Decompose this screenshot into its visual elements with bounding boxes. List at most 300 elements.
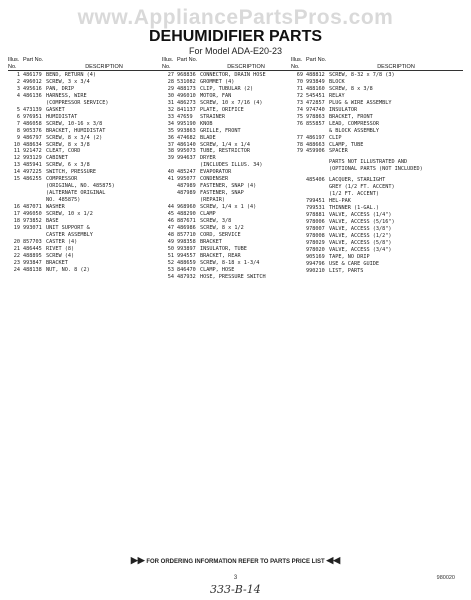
part-number: 486986 <box>177 224 196 231</box>
illus-number: 32 <box>167 106 174 113</box>
part-number: 978020 <box>306 246 325 253</box>
part-row <box>8 114 162 121</box>
part-description: UNIT SUPPORT & <box>46 224 90 231</box>
illus-number: 72 <box>296 92 303 99</box>
part-row <box>8 100 162 107</box>
header-description: DESCRIPTION <box>377 63 415 70</box>
part-row <box>291 114 463 121</box>
part-number <box>306 191 329 198</box>
part-description: GRILLE, FRONT <box>200 127 241 134</box>
part-number: 545451 <box>306 92 325 99</box>
part-description: BRACKET <box>46 259 68 266</box>
parts-column-2 <box>162 57 292 281</box>
part-row <box>8 86 162 93</box>
part-description: RIVET (8) <box>46 245 75 252</box>
part-number: 488659 <box>177 259 196 266</box>
part-number: 486058 <box>23 120 42 127</box>
footer-text: FOR ORDERING INFORMATION REFER TO PARTS PRICE LIST <box>146 559 325 565</box>
handwritten-note: 333-B-14 <box>210 583 261 596</box>
part-description: FASTENER, SNAP (4) <box>200 183 257 190</box>
part-row <box>291 107 463 114</box>
part-row <box>162 176 292 183</box>
illus-number: 38 <box>167 148 174 155</box>
part-row <box>162 232 292 239</box>
part-row <box>162 246 292 253</box>
part-number: 973852 <box>23 218 42 225</box>
part-description: USE & CARE GUIDE <box>329 260 379 267</box>
illus-number: 79 <box>296 148 303 155</box>
part-row <box>8 79 162 86</box>
part-number <box>306 128 329 135</box>
part-number: 993849 <box>306 78 325 85</box>
illus-number <box>291 177 306 184</box>
illus-number: 69 <box>296 72 303 78</box>
page-number: 3 <box>233 575 238 581</box>
illus-number: 74 <box>296 106 303 113</box>
part-description: RELAY <box>329 92 345 99</box>
part-row <box>8 135 162 142</box>
part-description: BRACKET, REAR <box>200 252 241 259</box>
part-row <box>291 166 463 173</box>
part-row <box>162 162 292 169</box>
illus-number: 37 <box>167 141 174 148</box>
part-row <box>291 72 463 79</box>
part-description: SCREW, 8-18 x 1-3/4 <box>200 259 260 266</box>
header-illus: Illus. No. <box>291 57 303 70</box>
part-description: STRAINER <box>200 113 225 120</box>
parts-column-1 <box>8 57 162 274</box>
part-number: 496010 <box>177 92 196 99</box>
part-description: (INCLUDES ILLUS. 34) <box>200 162 263 169</box>
part-row <box>162 72 292 79</box>
illus-number: 28 <box>167 78 174 85</box>
illus-number <box>291 191 306 198</box>
part-number: 993897 <box>177 245 196 252</box>
header-illus: Illus. No. <box>8 57 20 70</box>
illus-number: 53 <box>167 266 174 273</box>
part-row <box>291 226 463 233</box>
column-header <box>162 57 292 71</box>
part-number: 994796 <box>306 260 325 267</box>
illus-number: 4 <box>16 92 20 99</box>
illus-number: 48 <box>167 231 174 238</box>
illus-number <box>291 240 306 247</box>
column-header <box>291 57 463 71</box>
part-number: 488173 <box>177 85 196 92</box>
part-row <box>162 155 292 162</box>
part-row <box>8 142 162 149</box>
part-description: GREY (1/2 FT. ACCENT) <box>329 184 395 191</box>
part-number: 887671 <box>177 218 196 225</box>
part-number <box>23 232 46 239</box>
part-description: CLAMP, HOSE <box>200 266 235 273</box>
illus-number: 8 <box>16 127 20 134</box>
illus-number: 5 <box>16 106 20 113</box>
arrow-right-icon: ▶▶ <box>130 555 145 565</box>
illus-number <box>291 198 306 205</box>
illus-number <box>291 268 306 275</box>
part-number <box>177 162 200 169</box>
part-row <box>162 211 292 218</box>
part-description: BRACKET, FRONT <box>329 113 373 120</box>
header-part: Part No. <box>306 57 327 63</box>
illus-number: 30 <box>167 92 174 99</box>
illus-number: 13 <box>13 162 20 169</box>
part-description: CASTER ASSEMBLY <box>46 231 93 238</box>
part-description: GASKET <box>46 106 65 113</box>
illus-number: 27 <box>167 72 174 78</box>
part-row <box>162 204 292 211</box>
part-description: CONNECTOR, DRAIN HOSE <box>200 72 266 78</box>
part-description: TUBE, RESTRICTOR <box>200 148 250 155</box>
part-row <box>291 135 463 142</box>
part-row <box>291 121 463 128</box>
illus-number: 6 <box>16 113 20 120</box>
part-row <box>291 219 463 226</box>
illus-number: 39 <box>167 155 174 162</box>
header-part: Part No. <box>23 57 44 63</box>
part-number: 857703 <box>23 238 42 245</box>
part-description: DRYER <box>200 155 216 162</box>
part-number: 488160 <box>306 85 325 92</box>
part-description: SCREW, 1/4 x 1 (4) <box>200 204 257 211</box>
illus-number <box>291 254 306 261</box>
part-description: MOTOR, FAN <box>200 92 232 99</box>
part-number: 978008 <box>306 232 325 239</box>
part-number: 487932 <box>177 273 196 280</box>
illus-number: 78 <box>296 141 303 148</box>
part-number: 995190 <box>177 120 196 127</box>
illus-number <box>291 184 306 191</box>
part-number: 486273 <box>177 99 196 106</box>
illus-number <box>8 100 23 107</box>
part-number: 978863 <box>306 113 325 120</box>
part-description: CASTER (4) <box>46 238 78 245</box>
part-number: 486197 <box>306 134 325 141</box>
part-number: 993129 <box>23 155 42 162</box>
illus-number: 45 <box>167 211 174 218</box>
part-row <box>8 246 162 253</box>
site-watermark: www.AppliancePartsPros.com <box>77 6 394 29</box>
illus-number: 21 <box>13 245 20 252</box>
illus-number: 47 <box>167 224 174 231</box>
part-row <box>8 190 162 197</box>
part-row <box>291 268 463 275</box>
part-number <box>23 183 46 190</box>
part-row <box>291 79 463 86</box>
part-number: 921472 <box>23 148 42 155</box>
part-description: VALVE, ACCESS (3/8") <box>329 226 392 233</box>
part-row <box>291 184 463 191</box>
part-number: 968836 <box>177 72 196 78</box>
part-row <box>8 162 162 169</box>
part-number: 846470 <box>177 266 196 273</box>
part-row <box>8 204 162 211</box>
part-number: 488138 <box>23 266 42 273</box>
part-description: VALVE, ACCESS (5/16") <box>329 219 395 226</box>
illus-number: 17 <box>13 211 20 218</box>
illus-number: 1 <box>16 72 20 78</box>
part-row <box>291 100 463 107</box>
part-row <box>162 107 292 114</box>
illus-number: 50 <box>167 245 174 252</box>
part-description: BASE <box>46 218 59 225</box>
illus-number: 3 <box>16 85 20 92</box>
illus-number: 16 <box>13 204 20 211</box>
part-row <box>162 274 292 281</box>
part-number: 496050 <box>23 211 42 218</box>
part-number: 488663 <box>306 141 325 148</box>
illus-number: 18 <box>13 218 20 225</box>
part-number: 994637 <box>177 155 196 162</box>
part-description: PAN, DRIP <box>46 85 75 92</box>
part-description: COMPRESSOR <box>46 176 78 183</box>
illus-number: 77 <box>296 134 303 141</box>
part-description: CLAMP <box>200 211 216 218</box>
part-row <box>162 148 292 155</box>
column-header <box>8 57 162 71</box>
part-description: HEL-PAK <box>329 198 351 205</box>
part-number: 474682 <box>177 134 196 141</box>
part-row <box>8 232 162 239</box>
part-row <box>291 159 463 166</box>
part-description: BRACKET, HUMIDISTAT <box>46 127 106 134</box>
part-description: (REPAIR) <box>200 197 225 204</box>
part-description: LIST, PARTS <box>329 267 364 274</box>
part-number <box>23 100 46 107</box>
part-row <box>162 79 292 86</box>
part-row <box>8 267 162 274</box>
illus-number: 7 <box>16 120 20 127</box>
part-row <box>8 72 162 79</box>
part-description: SCREW, 3 x 3/4 <box>46 78 90 85</box>
part-description: LACQUER, STARLIGHT <box>329 177 386 184</box>
part-description: CLIP, TUBULAR (2) <box>200 85 254 92</box>
part-row <box>291 177 463 184</box>
part-number: 978029 <box>306 239 325 246</box>
part-description: SCREW, 1/4 x 1/4 <box>200 141 250 148</box>
part-row <box>291 254 463 261</box>
part-number: 485941 <box>23 162 42 169</box>
part-row <box>8 183 162 190</box>
header-description: DESCRIPTION <box>85 63 123 70</box>
illus-number: 19 <box>13 224 20 231</box>
part-number: 485247 <box>177 169 196 176</box>
illus-number: 46 <box>167 218 174 225</box>
part-description: VALVE, ACCESS (1/4") <box>329 212 392 219</box>
part-row <box>162 260 292 267</box>
part-description: EVAPORATOR <box>200 169 232 176</box>
part-row <box>8 239 162 246</box>
part-description: SCREW, 3/8 <box>200 218 232 225</box>
part-number: 487989 <box>177 190 196 197</box>
illus-number: 49 <box>167 238 174 245</box>
part-number: 495616 <box>23 85 42 92</box>
part-number: 488895 <box>23 252 42 259</box>
part-number <box>23 197 46 204</box>
illus-number: 52 <box>167 259 174 266</box>
part-number: 990210 <box>306 267 325 274</box>
part-description: CABINET <box>46 155 68 162</box>
parts-column-3 <box>291 57 463 275</box>
illus-number <box>162 183 177 190</box>
part-description: (OPTIONAL PARTS (NOT INCLUDED) <box>329 166 423 173</box>
part-description: SCREW, 8 x 3/8 <box>46 141 90 148</box>
part-number: 998358 <box>177 238 196 245</box>
part-description: SCREW, 8-32 x 7/8 (3) <box>329 72 395 78</box>
part-description: SCREW, 10 x 7/16 (4) <box>200 99 263 106</box>
part-row <box>8 176 162 183</box>
illus-number <box>291 205 306 212</box>
part-number: 993863 <box>177 127 196 134</box>
part-number: 487989 <box>177 183 196 190</box>
part-description: SCREW, 8 x 1/2 <box>200 224 244 231</box>
part-row <box>8 93 162 100</box>
part-row <box>8 253 162 260</box>
part-number: 486445 <box>23 245 42 252</box>
illus-number: 2 <box>16 78 20 85</box>
illus-number: 22 <box>13 252 20 259</box>
part-row <box>291 240 463 247</box>
part-row <box>8 107 162 114</box>
part-number: 488290 <box>177 211 196 218</box>
part-number <box>177 197 200 204</box>
part-description: HUMIDISTAT <box>46 113 78 120</box>
part-description: (1/2 FT. ACCENT) <box>329 191 379 198</box>
illus-number: 12 <box>13 155 20 162</box>
illus-number: 76 <box>296 120 303 127</box>
part-number: 993847 <box>23 259 42 266</box>
part-number: 799451 <box>306 198 325 205</box>
part-row <box>291 128 463 135</box>
part-description: CLAMP, TUBE <box>329 141 364 148</box>
illus-number: 10 <box>13 141 20 148</box>
part-number: 978007 <box>306 226 325 233</box>
part-number: 976951 <box>23 113 42 120</box>
illus-number: 36 <box>167 134 174 141</box>
part-description: BLOCK <box>329 78 345 85</box>
part-row <box>8 121 162 128</box>
part-description: VALVE, ACCESS (5/8") <box>329 239 392 246</box>
part-description: & BLOCK ASSEMBLY <box>329 127 379 134</box>
part-row <box>162 218 292 225</box>
illus-number: 51 <box>167 252 174 259</box>
illus-number: 40 <box>167 169 174 176</box>
illus-number: 71 <box>296 85 303 92</box>
part-description: SPACER <box>329 148 348 155</box>
part-description: CLEAT, CORD <box>46 148 81 155</box>
part-row <box>291 198 463 205</box>
part-description: VALVE, ACCESS (1/2") <box>329 232 392 239</box>
part-description: FASTENER, SNAP <box>200 190 244 197</box>
part-number: 459906 <box>306 148 325 155</box>
part-description: CLIP <box>329 134 342 141</box>
part-number: 905376 <box>23 127 42 134</box>
illus-number: 75 <box>296 113 303 120</box>
illus-number: 41 <box>167 176 174 183</box>
part-description: SWITCH, PRESSURE <box>46 169 96 176</box>
illus-number <box>291 226 306 233</box>
part-description: INSULATOR, TUBE <box>200 245 247 252</box>
illus-number: 15 <box>13 176 20 183</box>
part-number: 995073 <box>177 148 196 155</box>
illus-number: 73 <box>296 99 303 106</box>
part-description: CONDENSER <box>200 176 229 183</box>
part-row <box>8 211 162 218</box>
illus-number <box>8 190 23 197</box>
illus-number <box>291 219 306 226</box>
part-row <box>291 212 463 219</box>
part-description: PLUG & WIRE ASSEMBLY <box>329 99 392 106</box>
illus-number <box>162 197 177 204</box>
part-row <box>162 190 292 197</box>
part-row <box>8 218 162 225</box>
part-row <box>291 86 463 93</box>
part-number: 486136 <box>23 92 42 99</box>
part-row <box>291 247 463 254</box>
part-description: LEAD, COMPRESSOR <box>329 120 379 127</box>
part-description: SCREW, 10-16 x 3/8 <box>46 120 103 127</box>
part-row <box>162 225 292 232</box>
part-number: 995077 <box>177 176 196 183</box>
part-description: SCREW, 8 x 3/8 <box>329 85 373 92</box>
part-number: 968960 <box>177 204 196 211</box>
part-description: BRACKET <box>200 238 222 245</box>
part-description: WASHER <box>46 204 65 211</box>
part-row <box>291 233 463 240</box>
illus-number: 14 <box>13 169 20 176</box>
part-description: VALVE, ACCESS (3/4") <box>329 246 392 253</box>
part-number: 486797 <box>23 134 42 141</box>
part-number <box>23 190 46 197</box>
illus-number: 70 <box>296 78 303 85</box>
part-number: 486179 <box>23 72 42 78</box>
part-description: GROMMET (4) <box>200 78 235 85</box>
model-subtitle: For Model ADA-E20-23 <box>188 46 283 56</box>
part-number <box>306 184 329 191</box>
part-number: 486140 <box>177 141 196 148</box>
part-number: 473139 <box>23 106 42 113</box>
part-number: 485406 <box>306 177 325 184</box>
part-description: HOSE, PRESSURE SWITCH <box>200 273 266 280</box>
illus-number <box>162 162 177 169</box>
header-illus: Illus. No. <box>162 57 174 70</box>
part-description: (COMPRESSOR SERVICE) <box>46 99 109 106</box>
illus-number <box>291 247 306 254</box>
part-description: SCREW, 8 x 3/4 (2) <box>46 134 103 141</box>
illus-number <box>291 128 306 135</box>
illus-number: 20 <box>13 238 20 245</box>
part-description: SCREW (4) <box>46 252 75 259</box>
header-part: Part No. <box>177 57 198 63</box>
part-row <box>8 128 162 135</box>
part-number: 855857 <box>306 120 325 127</box>
part-row <box>162 100 292 107</box>
part-number: 487071 <box>23 204 42 211</box>
part-row <box>162 93 292 100</box>
document-code: 980020 <box>436 575 455 581</box>
part-row <box>162 142 292 149</box>
part-number: 978006 <box>306 219 325 226</box>
part-row <box>162 267 292 274</box>
part-number: 496012 <box>23 78 42 85</box>
part-number: 974740 <box>306 106 325 113</box>
part-row <box>8 197 162 204</box>
part-description: KNOB <box>200 120 213 127</box>
part-row <box>291 191 463 198</box>
header-description: DESCRIPTION <box>227 63 265 70</box>
part-description: THINNER (1-GAL.) <box>329 205 379 212</box>
